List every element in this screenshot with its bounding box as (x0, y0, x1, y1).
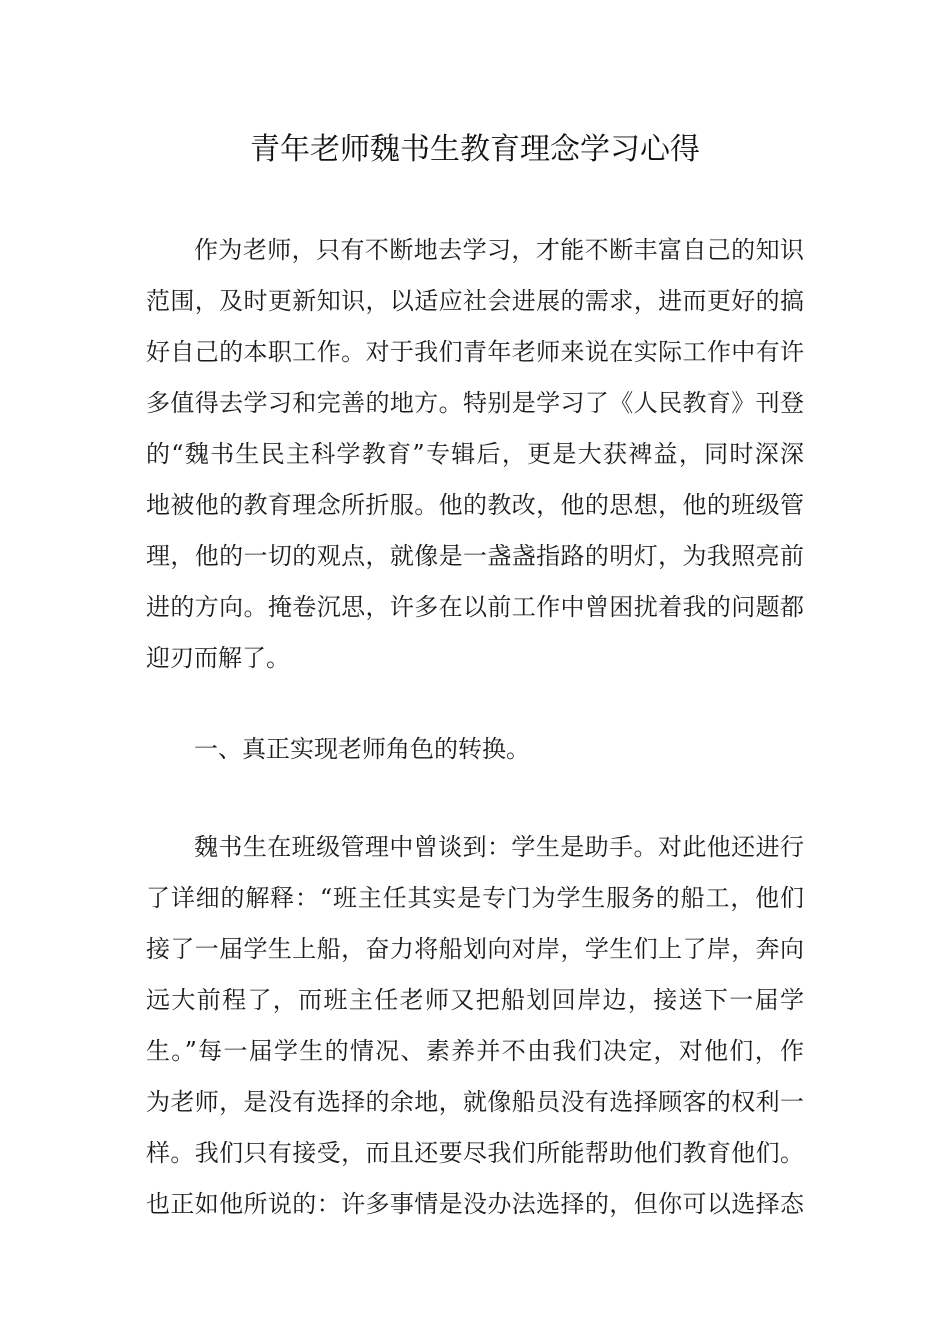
paragraph-line: 好自己的本职工作。对于我们青年老师来说在实际工作中有许 (146, 338, 804, 366)
paragraph-line: 也正如他所说的：许多事情是没办法选择的，但你可以选择态 (146, 1190, 804, 1218)
paragraph-line: 样。我们只有接受，而且还要尽我们所能帮助他们教育他们。 (146, 1139, 804, 1167)
paragraph-line: 为老师，是没有选择的余地，就像船员没有选择顾客的权利一 (146, 1088, 804, 1116)
paragraph-line: 进的方向。掩卷沉思，许多在以前工作中曾困扰着我的问题都 (146, 593, 804, 621)
paragraph-line: 理，他的一切的观点，就像是一盏盏指路的明灯，为我照亮前 (146, 542, 804, 570)
section-heading-text: 一、真正实现老师角色的转换。 (194, 735, 530, 763)
section-heading (146, 724, 804, 775)
document-title: 青年老师魏书生教育理念学习心得 (250, 132, 700, 167)
paragraph-line: 远大前程了，而班主任老师又把船划回岸边，接送下一届学 (146, 986, 804, 1014)
paragraph-line: 多值得去学习和完善的地方。特别是学习了《人民教育》刊登 (146, 389, 804, 417)
paragraph-line: 生。”每一届学生的情况、素养并不由我们决定，对他们，作 (146, 1037, 804, 1065)
paragraph-line: 魏书生在班级管理中曾谈到：学生是助手。对此他还进行 (194, 833, 804, 861)
paragraph-line: 了详细的解释：“班主任其实是专门为学生服务的船工，他们 (146, 884, 804, 912)
paragraph-line: 迎刃而解了。 (146, 644, 290, 672)
paragraph-line: 地被他的教育理念所折服。他的教改，他的思想，他的班级管 (146, 491, 804, 519)
paragraph-line: 的“魏书生民主科学教育”专辑后，更是大获裨益，同时深深 (146, 440, 804, 468)
paragraph-intro (146, 225, 804, 684)
paragraph-line: 接了一届学生上船，奋力将船划向对岸，学生们上了岸，奔向 (146, 935, 804, 963)
paragraph-line: 范围，及时更新知识，以适应社会进展的需求，进而更好的搞 (146, 287, 804, 315)
paragraph-section-1 (146, 822, 804, 1230)
paragraph-line: 作为老师，只有不断地去学习，才能不断丰富自己的知识 (194, 236, 804, 264)
